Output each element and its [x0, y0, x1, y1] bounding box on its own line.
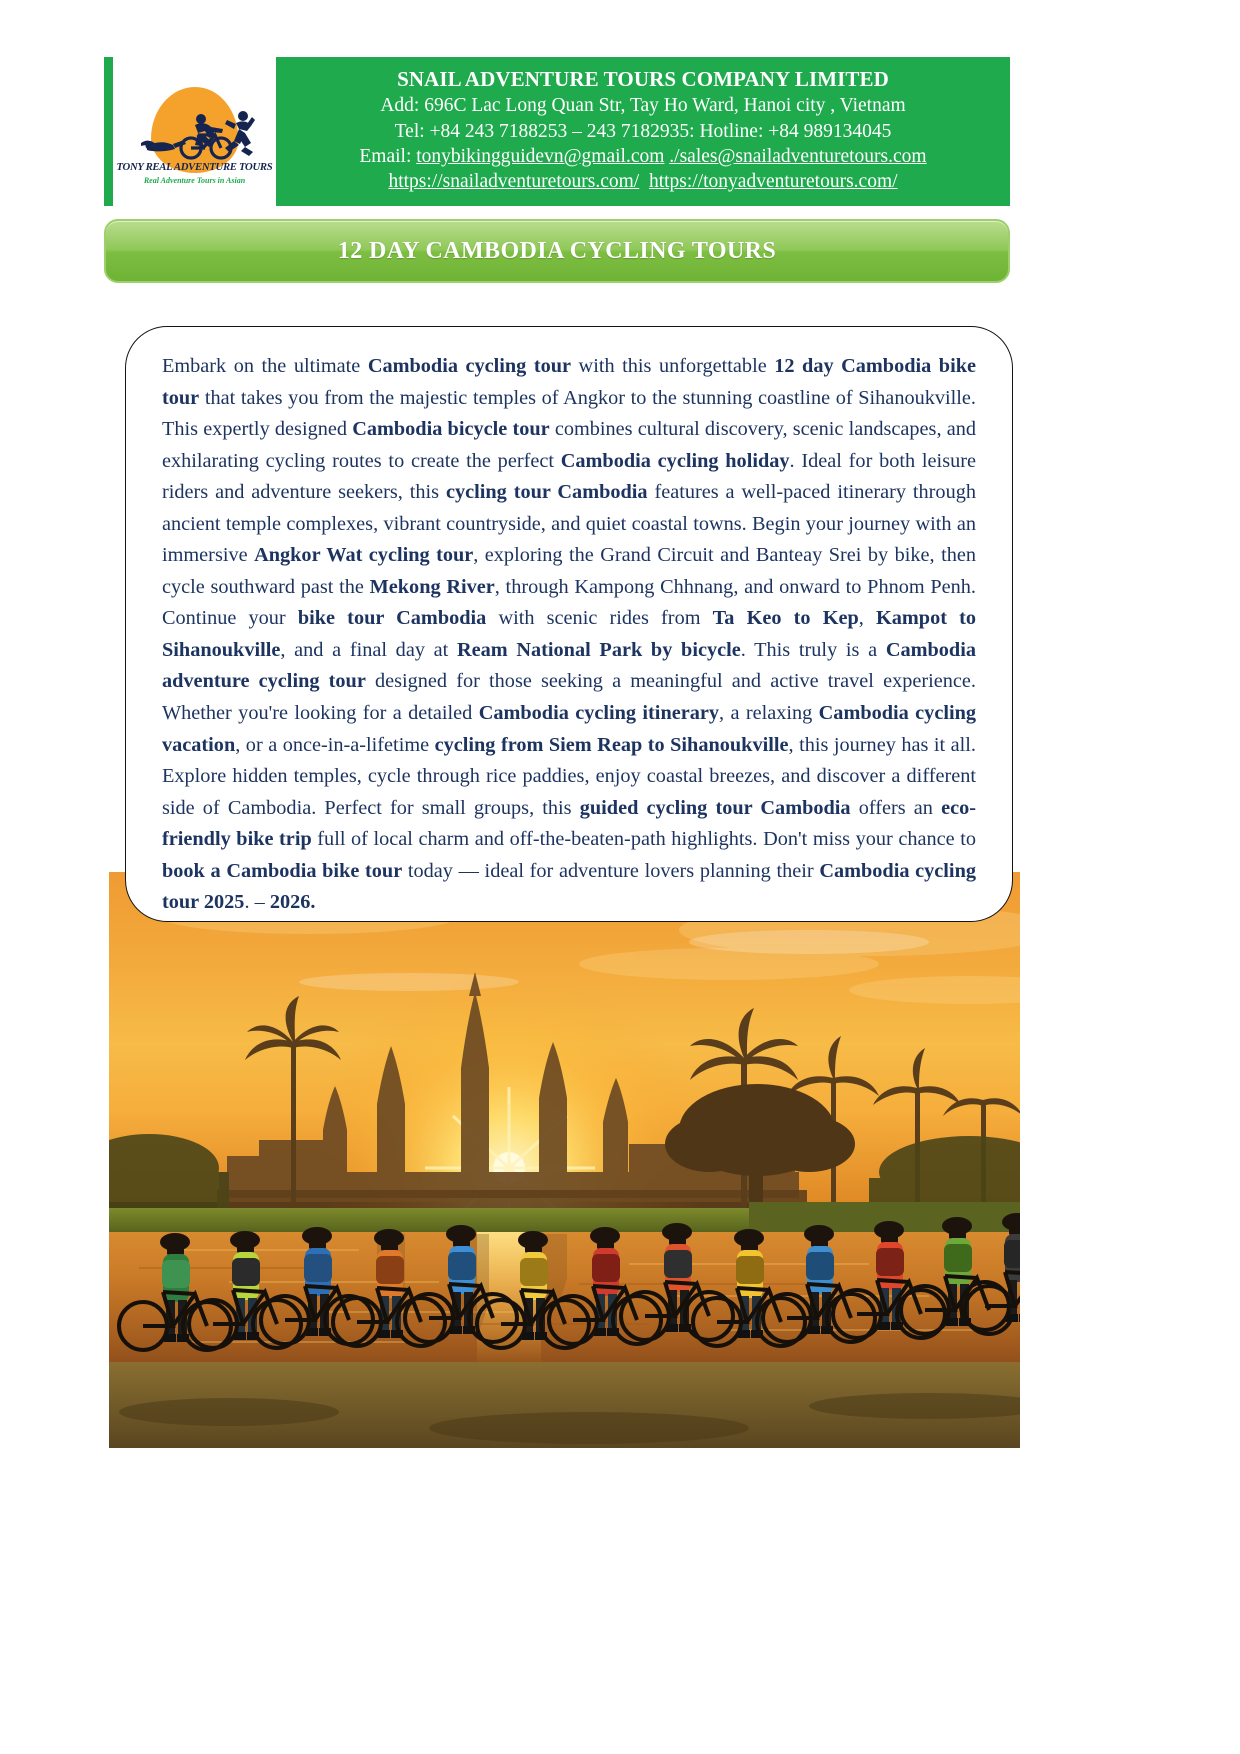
website-link-snail[interactable]: https://snailadventuretours.com/ — [388, 171, 640, 193]
logo-mark — [135, 83, 255, 161]
keyword-emphasis: Cambodia cycling tour — [367, 355, 572, 377]
keyword-emphasis: Cambodia cycling itinerary — [478, 702, 720, 725]
keyword-emphasis: cycling tour Cambodia — [445, 481, 648, 504]
body-text: Embark on the ultimate — [162, 355, 368, 377]
company-address: Add: 696C Lac Long Quan Str, Tay Ho Ward, Hanoi city , Vietnam — [380, 95, 906, 117]
body-text: today — ideal for adventure lovers planning their — [402, 859, 820, 882]
logo-wordmark: TONY REAL ADVENTURE TOURS — [116, 161, 273, 173]
tour-description-text — [162, 351, 976, 919]
email-link-primary[interactable]: tonybikingguidevn@gmail.com — [416, 145, 665, 167]
body-text: , and a final day at — [280, 638, 457, 661]
keyword-emphasis: book a Cambodia bike tour — [162, 859, 403, 882]
company-contact-block — [276, 57, 1010, 206]
keyword-emphasis: Kampot to Sihanoukville — [162, 607, 977, 661]
keyword-emphasis: Cambodia bicycle tour — [352, 418, 550, 441]
body-text: , — [858, 607, 876, 630]
website-link-tony[interactable]: https://tonyadventuretours.com/ — [648, 171, 898, 193]
keyword-emphasis: Angkor Wat cycling tour — [254, 544, 474, 567]
email-link-sales[interactable]: ./sales@snailadventuretours.com — [669, 145, 927, 167]
body-text: . – — [244, 891, 270, 914]
body-text: , or a once-in-a-lifetime — [235, 733, 435, 756]
keyword-emphasis: eco-friendly bike trip — [162, 796, 976, 851]
body-text: with scenic rides from — [486, 607, 713, 630]
body-text: with this unforgettable — [571, 355, 775, 377]
keyword-emphasis: bike tour Cambodia — [297, 607, 487, 630]
keyword-emphasis: Cambodia cycling tour 2025 — [162, 859, 976, 914]
keyword-emphasis: 12 day Cambodia bike tour — [162, 355, 976, 409]
photo-illustration — [109, 872, 1020, 1448]
keyword-emphasis: Ta Keo to Kep — [712, 607, 859, 630]
body-text: features a well-paced itinerary through ancient temple complexes, vibrant countryside, and quiet coastal towns. Begin your journey with an immersive — [162, 481, 976, 567]
company-name: SNAIL ADVENTURE TOURS COMPANY LIMITED — [397, 67, 889, 91]
page-title: 12 DAY CAMBODIA CYCLING TOURS — [337, 237, 777, 264]
keyword-emphasis: 2026. — [269, 891, 316, 914]
body-text: , exploring the Grand Circuit and Banteay Srei by bike, then cycle southward past the — [162, 544, 976, 598]
keyword-emphasis: Mekong River — [369, 575, 495, 598]
tour-description-card — [125, 326, 1013, 922]
body-text: . Ideal for both leisure riders and adventure seekers, this — [162, 449, 976, 504]
keyword-emphasis: Cambodia cycling holiday — [560, 449, 790, 472]
company-logo — [104, 57, 276, 206]
letterhead — [104, 57, 1010, 206]
keyword-emphasis: Cambodia cycling vacation — [162, 702, 977, 756]
body-text: full of local charm and off-the-beaten-path highlights. Don't miss your chance to — [311, 828, 976, 851]
body-text: , a relaxing — [719, 702, 819, 725]
body-text: that takes you from the majestic temples of Angkor to the stunning coastline of Sihanoukville. This expertly designed — [162, 386, 976, 441]
keyword-emphasis: cycling from Siem Reap to Sihanoukville — [434, 733, 789, 756]
triathlon-figures-icon — [135, 107, 255, 161]
body-text: , through Kampong Chhnang, and onward to Phnom Penh. Continue your — [162, 575, 976, 630]
company-email-line — [286, 144, 1000, 169]
keyword-emphasis: Ream National Park by bicycle — [456, 638, 741, 661]
body-text: . This truly is a — [740, 638, 886, 661]
logo-tagline: Real Adventure Tours in Asian — [143, 175, 246, 185]
company-website-line — [286, 169, 1000, 194]
company-phone: Tel: +84 243 7188253 – 243 7182935: Hotline: +84 989134045 — [394, 120, 892, 142]
angkor-wat-cyclists-photo — [109, 872, 1020, 1448]
email-label: Email: — [359, 145, 412, 167]
body-text: offers an — [850, 796, 942, 819]
keyword-emphasis: Cambodia adventure cycling tour — [162, 638, 976, 693]
keyword-emphasis: guided cycling tour Cambodia — [579, 796, 851, 819]
body-text: designed for those seeking a meaningful and active travel experience. Whether you're looking for a detailed — [162, 670, 976, 725]
body-text: combines cultural discovery, scenic landscapes, and exhilarating cycling routes to create the perfect — [162, 418, 976, 472]
body-text: , this journey has it all. Explore hidden temples, cycle through rice paddies, enjoy coastal breezes, and discover a different side of Cambodia. Perfect for small groups, this — [162, 733, 976, 819]
tour-title-banner — [104, 219, 1010, 283]
